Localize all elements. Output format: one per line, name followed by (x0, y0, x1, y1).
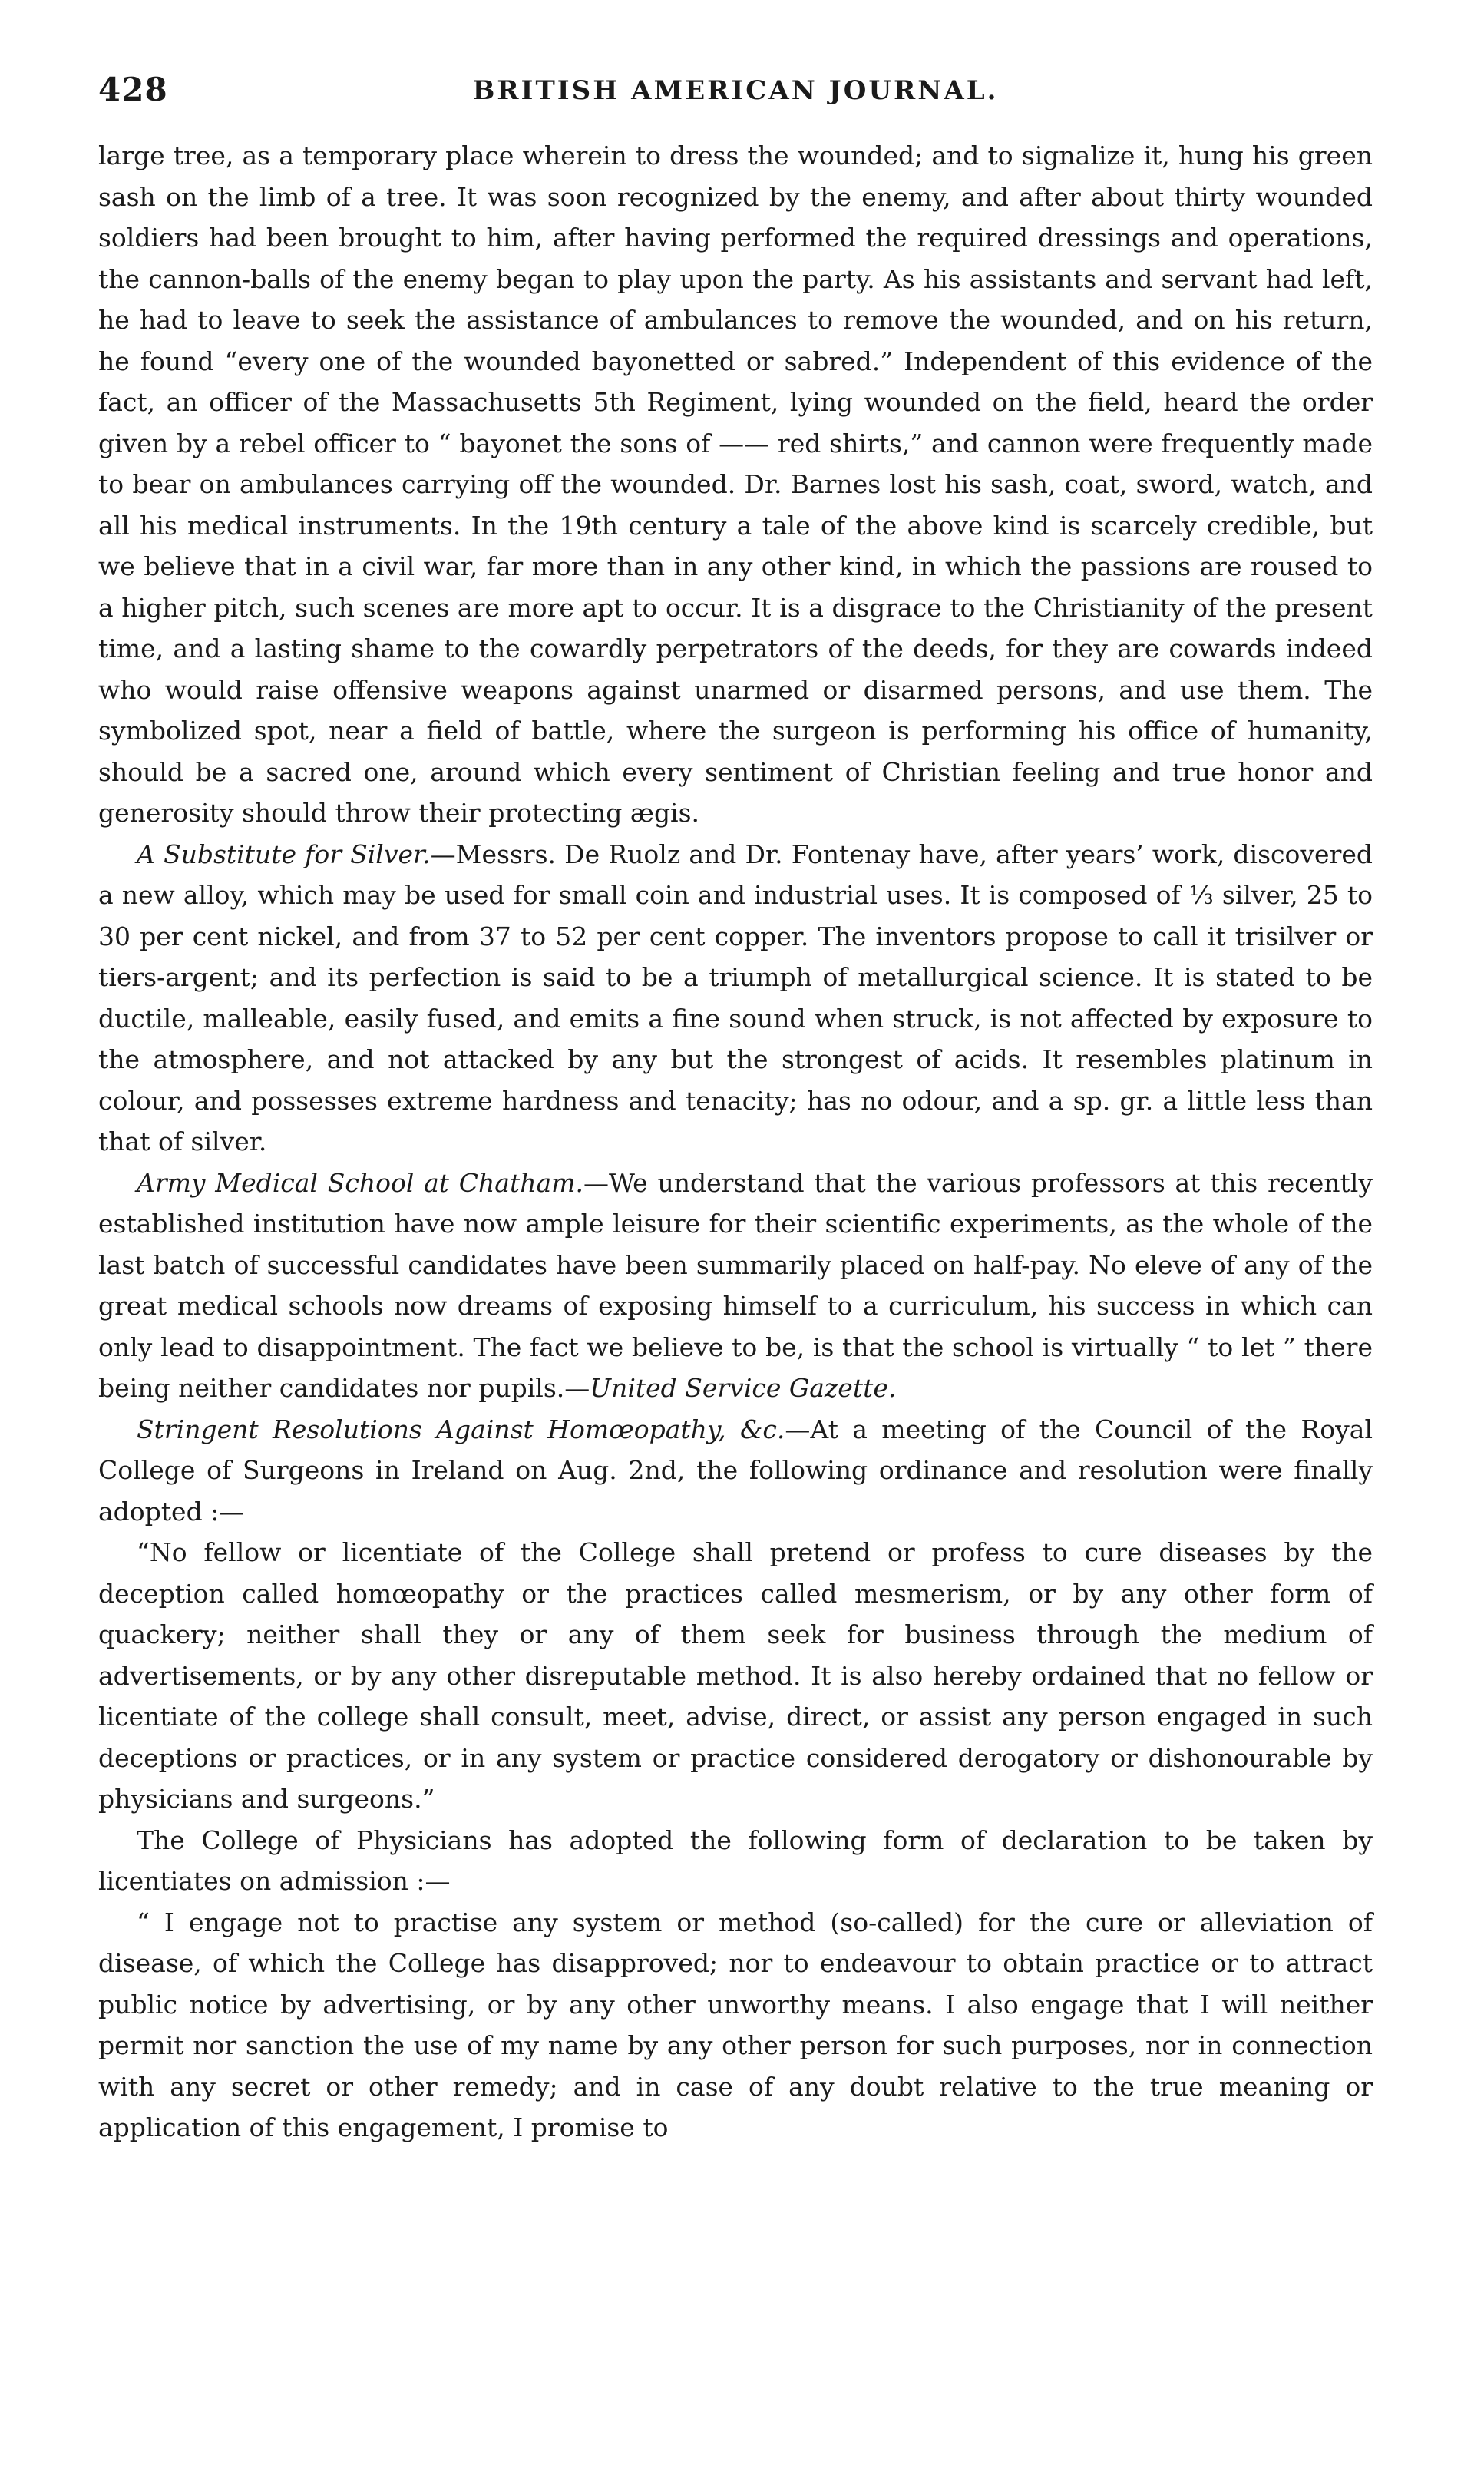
page-number: 428 (98, 71, 168, 108)
paragraph-physicians: The College of Physicians has adopted the following form of declaration to be taken by licentiates on admission :— (98, 1824, 1373, 1896)
page-header (98, 71, 1373, 135)
section-title-homoeopathy: Stringent Resolutions Against Homœopathy, &c. (137, 1414, 785, 1444)
section-title-army-school: Army Medical School at Chatham. (137, 1167, 583, 1198)
article-body (98, 135, 1373, 2149)
section-body-silver: —Messrs. De Ruolz and Dr. Fontenay have, after years’ work, discovered a new alloy, which may be used for small coin and industrial uses. It is composed of ⅓ silver, 25 to 30 per cent nickel, and from 37 to 52 per cent copper. The inventors propose to call it trisilver or tiers-argent; and its perfection is said to be a triumph of metallurgical science. It is stated to be ductile, malleable, easily fused, and emits a fine sound when struck, is not affected by exposure to the atmosphere, and not attacked by any but the strongest of acids. It resembles platinum in colour, and possesses extreme hardness and tenacity; has no odour, and a sp. gr. a little less than that of silver. (98, 839, 1373, 1156)
journal-title: BRITISH AMERICAN JOURNAL. (472, 75, 999, 106)
paragraph-silver (98, 834, 1373, 1163)
section-body-army-school: —We understand that the various professors at this recently established institution have now ample leisure for their scientific experiments, as the whole of the last batch of successful candidates have been summarily placed on half-pay. No eleve of any of the great medical schools now dreams of exposing himself to a curriculum, his success in which can only lead to disappointment. The fact we believe to be, is that the school is virtually “ to let ” there being neither candidates nor pupils.— (98, 1167, 1373, 1403)
declaration-quote: “ I engage not to practise any system or method (so-called) for the cure or alleviation of disease, of which the College has disapproved; nor to endeavour to obtain practice or to attract public notice by advertising, or by any other unworthy means. I also engage that I will neither permit nor sanction the use of my name by any other person for such purposes, nor in connection with any secret or other remedy; and in case of any doubt relative to the true meaning or application of this engagement, I promise to (98, 1907, 1373, 2142)
section-body-homoeopathy: —At a meeting of the Council of the Royal College of Surgeons in Ireland on Aug. 2nd, the following ordinance and resolution were finally adopted :— (98, 1414, 1373, 1527)
ordinance-quote: “No fellow or licentiate of the College shall pretend or profess to cure diseases by the deception called homœopathy or the practices called mesmerism, or by any other form of quackery; neither shall they or any of them seek for business through the medium of advertisements, or by any other disreputable method. It is also hereby ordained that no fellow or licentiate of the college shall consult, meet, advise, direct, or assist any person engaged in such deceptions or practices, or in any system or practice considered derogatory or dishonourable by physicians and surgeons.” (98, 1537, 1373, 1814)
source-citation: United Service Gazette. (590, 1373, 897, 1403)
paragraph-wounded-surgeon: large tree, as a temporary place wherein to dress the wounded; and to signalize it, hung his green sash on the limb of a tree. It was soon recognized by the enemy, and after about thirty wounded soldiers had been brought to him, after having performed the required dressings and operations, the cannon-balls of the enemy began to play upon the party. As his assistants and servant had left, he had to leave to seek the assistance of ambulances to remove the wounded, and on his return, he found “every one of the wounded bayonetted or sabred.” Independent of this evidence of the fact, an officer of the Massachusetts 5th Regiment, lying wounded on the field, heard the order given by a rebel officer to “ bayonet the sons of —— red shirts,” and cannon were frequently made to bear on ambulances carrying off the wounded. Dr. Barnes lost his sash, coat, sword, watch, and all his medical instruments. In the 19th century a tale of the above kind is scarcely credible, but we believe that in a civil war, far more than in any other kind, in which the passions are roused to a higher pitch, such scenes are more apt to occur. It is a disgrace to the Christianity of the present time, and a lasting shame to the cowardly perpetrators of the deeds, for they are cowards indeed who would raise offensive weapons against unarmed or disarmed persons, and use them. The symbolized spot, near a field of battle, where the surgeon is performing his office of humanity, should be a sacred one, around which every sentiment of Christian feeling and true honor and generosity should throw their protecting ægis. (98, 141, 1373, 828)
section-title-silver: A Substitute for Silver. (137, 839, 431, 869)
paragraph-army-school (98, 1163, 1373, 1409)
paragraph-homoeopathy (98, 1409, 1373, 1533)
journal-page (98, 71, 1373, 2149)
